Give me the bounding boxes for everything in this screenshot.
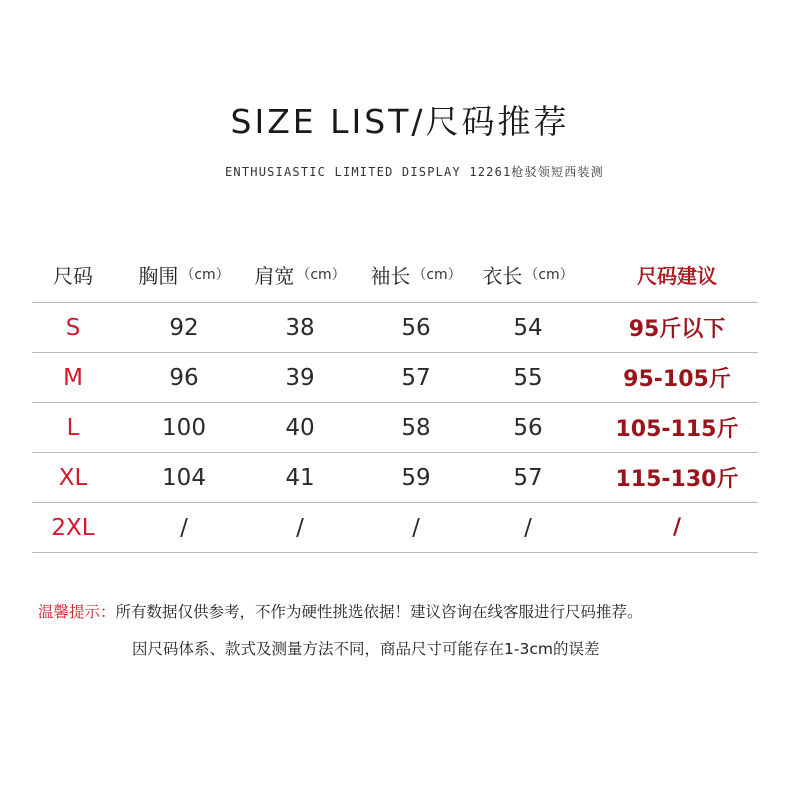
header-label: 肩宽 [254, 263, 295, 288]
header-unit: （cm） [524, 267, 574, 283]
table-row [32, 503, 758, 553]
table-row [32, 303, 758, 353]
tips-line-1 [38, 600, 778, 622]
page-title: SIZE LIST/尺码推荐 [230, 102, 570, 141]
length-cell: 54 [513, 314, 543, 341]
header-size [32, 246, 114, 302]
table-row [32, 353, 758, 403]
header-label: 尺码 [53, 263, 93, 288]
table-row [32, 453, 758, 503]
sleeve-cell: 57 [401, 364, 431, 391]
length-cell: 55 [513, 364, 543, 391]
header-unit: （cm） [180, 267, 230, 283]
size-cell: L [66, 414, 80, 441]
chest-cell: 96 [169, 364, 199, 391]
recommendation-cell: 95斤以下 [628, 317, 726, 342]
table-row [32, 403, 758, 453]
size-cell: 2XL [51, 514, 95, 541]
length-cell: / [524, 514, 532, 541]
tips-label: 温馨提示： [38, 603, 116, 621]
sleeve-cell: 59 [401, 464, 431, 491]
size-cell: S [65, 314, 81, 341]
header-unit: （cm） [296, 267, 346, 283]
header-label: 胸围 [138, 263, 179, 288]
sleeve-cell: 56 [401, 314, 431, 341]
shoulder-cell: 41 [285, 464, 315, 491]
length-cell: 56 [513, 414, 543, 441]
size-cell: M [63, 364, 83, 391]
shoulder-cell: 40 [285, 414, 315, 441]
chest-cell: 100 [162, 414, 206, 441]
tips-text: 所有数据仅供参考，不作为硬性挑选依据！建议咨询在线客服进行尺码推荐。 [115, 603, 643, 621]
shoulder-cell: / [296, 514, 304, 541]
shoulder-cell: 39 [285, 364, 315, 391]
header-shoulder [244, 246, 356, 302]
size-table [32, 246, 758, 553]
length-cell: 57 [513, 464, 543, 491]
recommendation-cell: 95-105斤 [623, 367, 731, 392]
header-chest [128, 246, 240, 302]
recommendation-cell: 115-130斤 [615, 467, 739, 492]
header-label: 袖长 [370, 263, 411, 288]
table-header [32, 246, 758, 303]
recommendation-cell: / [672, 515, 682, 540]
header-label: 尺码建议 [637, 263, 717, 288]
chest-cell: 92 [169, 314, 199, 341]
page-subtitle: ENTHUSIASTIC LIMITED DISPLAY 12261枪驳领短西装测 [225, 165, 604, 179]
header-length [472, 246, 584, 302]
recommendation-cell: 105-115斤 [615, 417, 739, 442]
sleeve-cell: / [412, 514, 420, 541]
shoulder-cell: 38 [285, 314, 315, 341]
header-sleeve [360, 246, 472, 302]
header-label: 衣长 [482, 263, 523, 288]
chest-cell: 104 [162, 464, 206, 491]
header-recommendation [602, 246, 752, 302]
chest-cell: / [180, 514, 188, 541]
sleeve-cell: 58 [401, 414, 431, 441]
tips-line-2: 因尺码体系、款式及测量方法不同，商品尺寸可能存在1-3cm的误差 [132, 640, 600, 658]
header-unit: （cm） [412, 267, 462, 283]
size-cell: XL [58, 464, 88, 491]
